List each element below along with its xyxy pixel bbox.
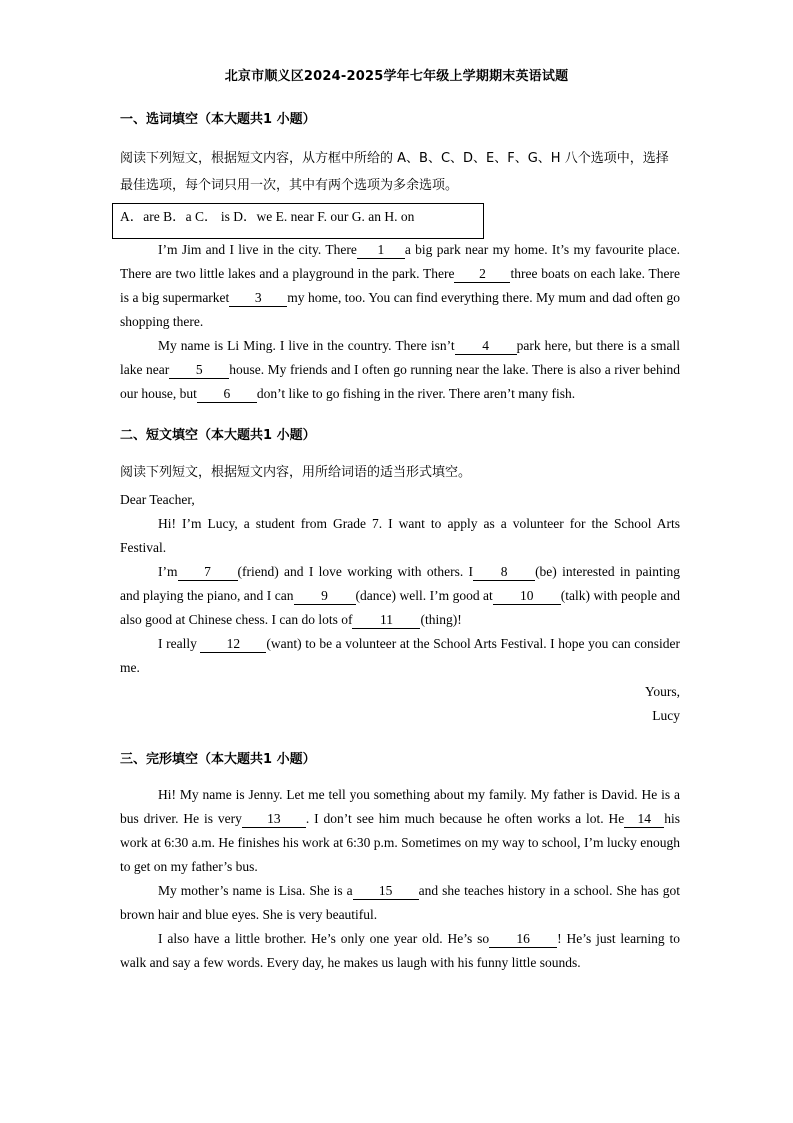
- letter-closing: Yours,: [644, 684, 680, 699]
- blank-1[interactable]: 1: [357, 242, 405, 259]
- salutation: Dear Teacher,: [120, 492, 195, 507]
- passage-paragraph: My mother’s name is Lisa. She is a 15 and she teaches history in a school. She has got brown hair and blue eyes. She is very beautiful.: [120, 883, 680, 922]
- blank-9[interactable]: 9: [294, 588, 356, 605]
- letter-paragraph: I really 12 (want) to be a volunteer at the School Arts Festival. I hope you can consider me.: [120, 636, 680, 675]
- section-2-instruction: 阅读下列短文，根据短文内容，用所给词语的适当形式填空。: [120, 465, 472, 480]
- section-3-heading: 三、完形填空（本大题共1 小题）: [120, 752, 316, 767]
- blank-8[interactable]: 8: [473, 564, 535, 581]
- blank-16[interactable]: 16: [489, 931, 557, 948]
- page-title: 北京市顺义区2024-2025学年七年级上学期期末英语试题: [224, 69, 569, 84]
- passage-paragraph: I’m Jim and I live in the city. There 1 a big park near my home. It’s my favourite place. There are two little lakes and a playground in the park. There 2 three boats on each lake. There is a big supermarket 3 my home, too. You can find everything there. My mum and dad often go shopping there.: [120, 242, 680, 329]
- section-1-heading: 一、选词填空（本大题共1 小题）: [120, 112, 316, 127]
- passage-paragraph: I also have a little brother. He’s only one year old. He’s so 16 ! He’s just learning to walk and say a few words. Every day, he makes us laugh with his funny little sounds.: [120, 931, 681, 970]
- blank-4[interactable]: 4: [455, 338, 517, 355]
- section-1-passage: [120, 238, 680, 406]
- letter-paragraph: Hi! I’m Lucy, a student from Grade 7. I want to apply as a volunteer for the School Arts Festival.: [120, 516, 680, 555]
- blank-14[interactable]: 14: [624, 811, 664, 828]
- section-3-passage: [120, 783, 680, 975]
- section-2-letter: [120, 488, 680, 728]
- blank-10[interactable]: 10: [493, 588, 561, 605]
- passage-paragraph: Hi! My name is Jenny. Let me tell you something about my family. My father is David. He is a bus driver. He is very 13 . I don’t see him much because he often works a lot. He 14 his work at 6:30 a.m. He finishes his work at 6:30 p.m. Sometimes on my way to school, I’m lucky enough to get on my father’s bus.: [120, 787, 680, 874]
- blank-11[interactable]: 11: [352, 612, 420, 629]
- passage-paragraph: My name is Li Ming. I live in the country. There isn’t 4 park here, but there is a small lake near 5 house. My friends and I often go running near the lake. There is also a river behind our house, but 6 don’t like to go fishing in the river. There aren’t many fish.: [120, 338, 681, 401]
- blank-7[interactable]: 7: [178, 564, 238, 581]
- blank-13[interactable]: 13: [242, 811, 306, 828]
- blank-5[interactable]: 5: [169, 362, 229, 379]
- blank-12[interactable]: 12: [200, 636, 266, 653]
- blank-2[interactable]: 2: [454, 266, 510, 283]
- word-options-box: A．are B．a C． is D．we E. near F. our G. an H. on: [112, 203, 484, 239]
- blank-15[interactable]: 15: [353, 883, 419, 900]
- letter-paragraph: I’m 7 (friend) and I love working with others. I 8 (be) interested in painting and playing the piano, and I can 9 (dance) well. I’m good at 10 (talk) with people and also good at Chinese chess. I can do lots of 11 (thing)!: [120, 564, 680, 627]
- section-1-instruction: 阅读下列短文，根据短文内容，从方框中所给的 A、B、C、D、E、F、G、H 八个选项中，选择最佳选项，每个词只用一次，其中有两个选项为多余选项。: [120, 151, 669, 193]
- letter-signature: Lucy: [652, 708, 680, 723]
- blank-6[interactable]: 6: [197, 386, 257, 403]
- blank-3[interactable]: 3: [229, 290, 287, 307]
- section-2-heading: 二、短文填空（本大题共1 小题）: [120, 428, 316, 443]
